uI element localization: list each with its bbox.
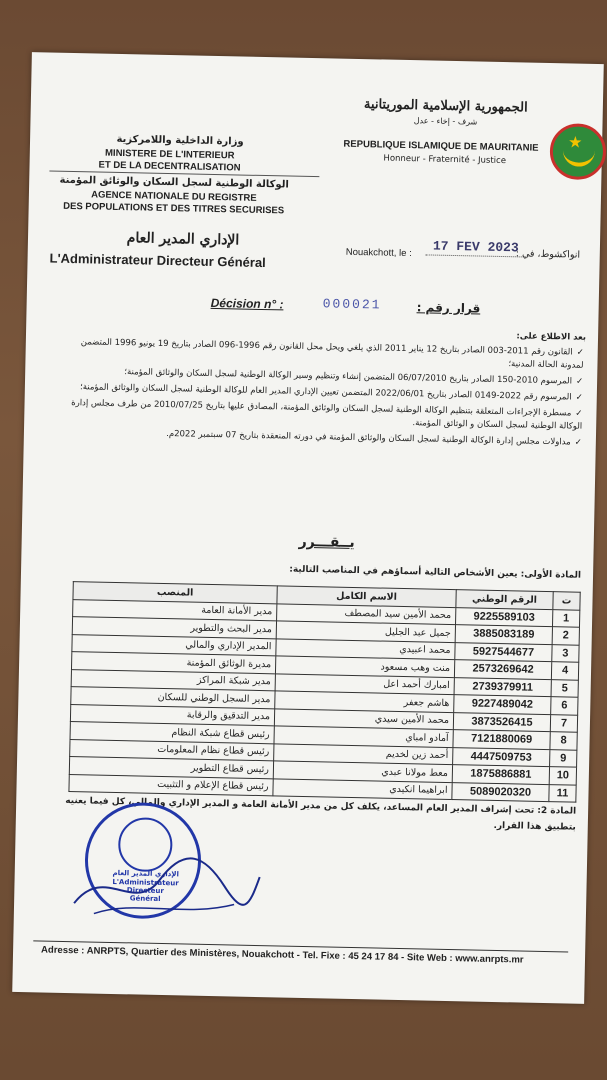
place-label-fr: Nouakchott, le : [345, 246, 412, 260]
row-number: 3 [552, 644, 579, 662]
header-no: ت [553, 592, 580, 610]
consideration-item: ✓ مسطرة الإجراءات المتعلقة بتنظيم الوكالة الوطنية لسجل السكان والوثائق المؤمنة، المصادق عليها بتاريخ 2010/07/25 من طرف مجلس إدارة الوكالة الوطنية لسجل السكان و الوثائق المؤمنة. [62, 397, 582, 434]
header-post: المنصب [73, 582, 277, 604]
row-name: محمد الأمين سيد المصطف [277, 603, 456, 624]
row-number: 9 [550, 749, 577, 767]
row-number: 2 [552, 627, 579, 645]
row-post: مدير البحث والتطوير [72, 617, 276, 639]
row-post: المدير الإداري والمالي [72, 634, 276, 656]
row-number: 8 [550, 732, 577, 750]
republic-title-ar: الجمهورية الإسلامية الموريتانية [363, 97, 528, 116]
mauritania-emblem-icon: ★ [549, 123, 606, 180]
row-nni: 2739379911 [454, 677, 551, 697]
row-name: آمادو امباي [274, 726, 453, 747]
agency-fr-1: AGENCE NATIONALE DU REGISTRE [91, 189, 257, 204]
article-2: المادة 2: تحت إشراف المدير العام المساعد، يكلف كل من مدير الأمانة العامة و المدير الإداري والمالي، كل فيما يعنيه بتطبيق هذا القرار. [65, 795, 577, 833]
row-number: 7 [550, 714, 577, 732]
row-number: 5 [551, 679, 578, 697]
consideration-item: ✓ المرسوم رقم 2022-0149 الصادر بتاريخ 2022/06/01 المتضمن تعيين الإداري المدير العام للوكالة الوطنية لسجل السكان والوثائق المؤمنة؛ [63, 381, 583, 405]
ministry-fr-2: ET DE LA DECENTRALISATION [98, 159, 241, 174]
decision-label-ar: قرار رقم : [416, 300, 481, 316]
table-body [69, 599, 580, 802]
row-name: هاشم جعفر [275, 691, 454, 712]
row-post: رئيس قطاع التطوير [69, 757, 273, 779]
date-stamp: 17 FEV 2023 [432, 238, 519, 256]
row-post: مدير شبكة المراكز [71, 669, 275, 691]
row-name: محمد اعبيدي [276, 638, 455, 659]
row-post: مدير التدقيق والرقابة [70, 704, 274, 726]
row-nni: 5927544677 [455, 642, 552, 662]
place-label-ar: انواكشوط، في : [515, 248, 581, 261]
row-post: مديرة الوثائق المؤمنة [71, 652, 275, 674]
row-number: 6 [551, 697, 578, 715]
row-name: أحمد زين لخديم [274, 743, 453, 764]
row-nni: 2573269642 [454, 660, 551, 680]
row-name: امبارك أحمد اعل [275, 673, 454, 694]
document-page [12, 52, 604, 1004]
decision-label-fr: Décision n° : [210, 295, 284, 312]
row-name: منت وهب مسعود [275, 656, 454, 677]
footer-address: Adresse : ANRPTS, Quartier des Ministères, Nouakchott - Tel. Fixe : 45 24 17 84 - Site Web : www.anrpts.mr [40, 944, 524, 966]
republic-motto-ar: شرف - إخاء - عدل [413, 116, 478, 127]
appointments-table [68, 581, 580, 803]
row-name: جميل عبد الجليل [276, 621, 455, 642]
row-post: رئيس قطاع نظام المعلومات [70, 739, 274, 761]
row-nni: 9225589103 [456, 607, 553, 627]
row-nni: 9227489042 [454, 695, 551, 715]
considerations-list [62, 336, 584, 453]
consideration-item: ✓ القانون رقم 2011-003 الصادر بتاريخ 12 يناير 2011 الذي يلغي ويحل محل القانون رقم 1996-096 الصادر بتاريخ 19 يونيو 1996 المتضمن لمدونة الحالة المدنية؛ [63, 336, 583, 373]
row-name: ابراهيما انكيدي [273, 778, 452, 799]
stamp-line-1: الإداري المدير العام [112, 868, 180, 879]
row-nni: 5089020320 [452, 782, 549, 802]
row-nni: 4447509753 [453, 747, 550, 767]
row-nni: 1875886881 [452, 765, 549, 785]
row-number: 10 [549, 767, 576, 785]
article-1: المادة الأولى: يعين الأشخاص التالية أسماؤهم في المناصب التالية: [289, 564, 582, 581]
consideration-item: ✓ المرسوم 2010-150 الصادر بتاريخ 06/07/2010 المتضمن إنشاء وتنظيم وسير الوكالة الوطنية لسجل السكان والوثائق المؤمنة؛ [63, 365, 583, 389]
stamp-line-4: Général [129, 894, 161, 903]
ministry-fr-1: MINISTERE DE L'INTERIEUR [104, 147, 235, 162]
signature-icon [64, 843, 266, 927]
header-nni: الرقم الوطني [456, 590, 553, 610]
row-post: مدير السجل الوطني للسكان [71, 687, 275, 709]
row-number: 11 [549, 784, 576, 802]
consideration-item: ✓ مداولات مجلس إدارة الوكالة الوطنية لسجل السكان والوثائق المؤمنة في دورته المنعقدة بتاريخ 07 سبتمبر 2022م. [62, 426, 582, 450]
director-title-fr: L'Administrateur Directeur Général [49, 250, 266, 271]
row-post: رئيس قطاع الإعلام و التثبيت [69, 774, 273, 796]
header-name: الاسم الكامل [277, 586, 456, 607]
republic-title-fr: REPUBLIQUE ISLAMIQUE DE MAURITANIE [343, 138, 539, 154]
row-post: رئيس قطاع شبكة النظام [70, 722, 274, 744]
considerations-intro: بعد الاطلاع على: [516, 331, 587, 343]
row-name: معط مولانا عبدي [273, 761, 452, 782]
row-number: 4 [551, 662, 578, 680]
row-post: مدير الأمانة العامة [73, 599, 277, 621]
row-number: 1 [552, 609, 579, 627]
stamp-line-2: L'Administrateur [112, 877, 179, 888]
agency-ar: الوكالة الوطنية لسجل السكان والوثائق المؤمنة [59, 174, 289, 191]
row-name: محمد الأمين سيدي [274, 708, 453, 729]
decision-number: 000021 [322, 296, 382, 313]
row-nni: 7121880069 [453, 730, 550, 750]
republic-motto-fr: Honneur - Fraternité - Justice [383, 153, 507, 167]
agency-fr-2: DES POPULATIONS ET DES TITRES SECURISES [63, 200, 285, 217]
director-title-ar: الإداري المدير العام [126, 230, 240, 249]
ministry-ar: وزارة الداخلية واللامركزية [116, 133, 244, 148]
row-nni: 3885083189 [455, 625, 552, 645]
stamp-line-3: Directeur [126, 886, 164, 896]
decides-heading: يــقـــرر [298, 533, 355, 551]
row-nni: 3873526415 [453, 712, 550, 732]
